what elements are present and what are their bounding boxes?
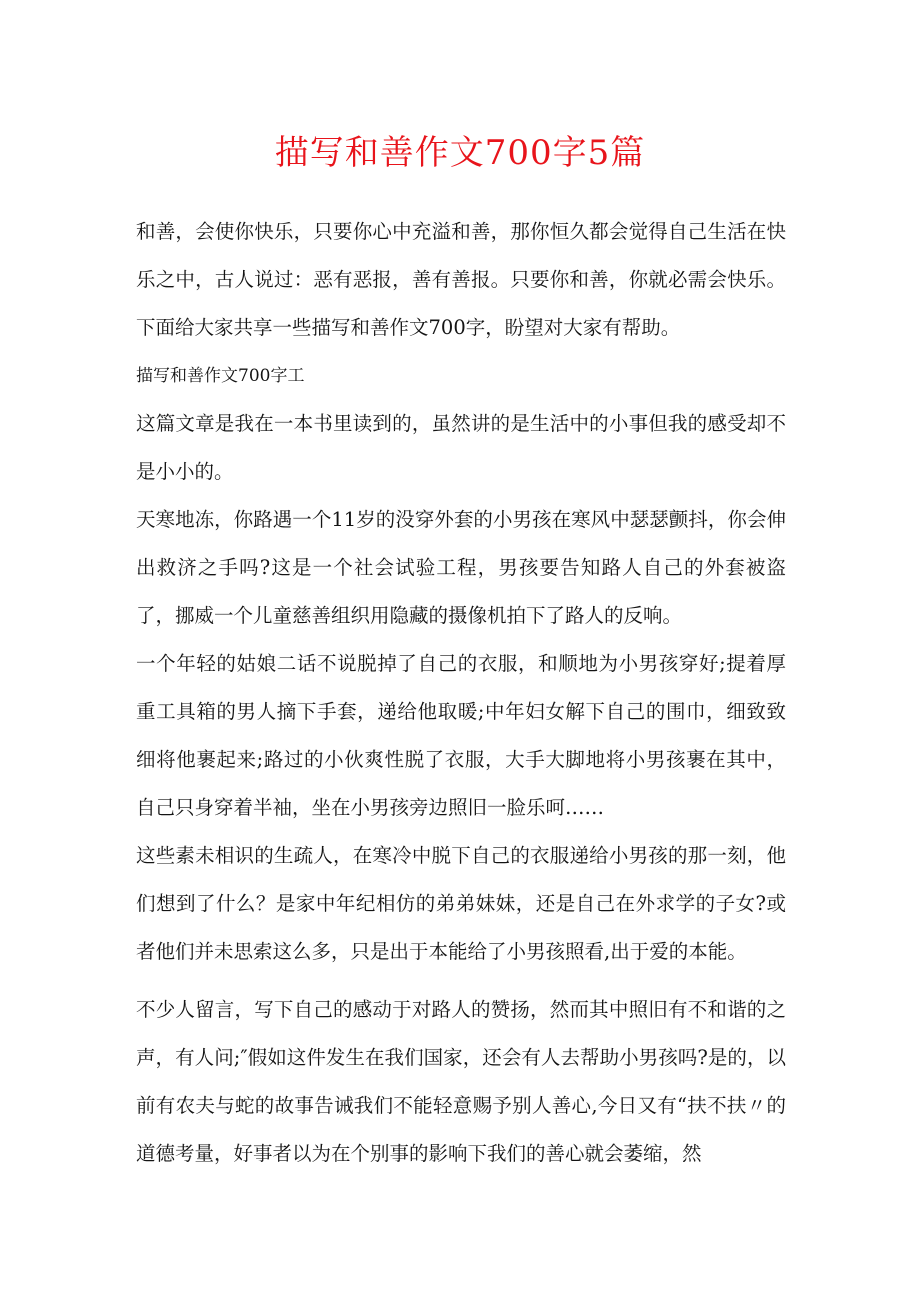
document-title: 描写和善作文700字5篇 — [274, 133, 646, 173]
section-heading: 描写和善作文700字工 — [136, 366, 305, 386]
body-paragraph: 一个年轻的姑娘二话不说脱掉了自己的衣服，和顺地为小男孩穿好;提着厚重工具箱的男人摘下手套，递给他取暖;中年妇女解下自己的围巾，细致致细将他裹起来;路过的小伙爽性脱了衣服，大手大脚地将小男孩裹在其中，自己只身穿着半袖，坐在小男孩旁边照旧一脸乐呵…… — [136, 652, 786, 819]
body-paragraph: 这些素未相识的生疏人，在寒冷中脱下自己的衣服递给小男孩的那一刻，他们想到了什么？是家中年纪相仿的弟弟妹妹，还是自己在外求学的子女?或者他们并未思索这么多，只是出于本能给了小男孩照看,出于爱的本能。 — [136, 844, 786, 963]
intro-paragraph: 和善，会使你快乐，只要你心中充溢和善，那你恒久都会觉得自己生活在快乐之中，古人说过：恶有恶报，善有善报。只要你和善，你就必需会快乐。下面给大家共享一些描写和善作文700字，盼望对大家有帮助。 — [136, 220, 786, 339]
body-paragraph: 天寒地冻，你路遇一个11岁的没穿外套的小男孩在寒风中瑟瑟颤抖，你会伸出救济之手吗?这是一个社会试验工程，男孩要告知路人自己的外套被盗了，挪威一个儿童慈善组织用隐藏的摄像机拍下了路人的反响。 — [136, 508, 786, 627]
body-paragraph: 这篇文章是我在一本书里读到的，虽然讲的是生活中的小事但我的感受却不是小小的。 — [136, 412, 786, 483]
body-paragraph: 不少人留言，写下自己的感动于对路人的赞扬，然而其中照旧有不和谐的之声，有人问;″假如这件发生在我们国家，还会有人去帮助小男孩吗?是的，以前有农夫与蛇的故事告诫我们不能轻意赐予别人善心,今日又有“扶不扶〃的道德考量，好事者以为在个别事的影响下我们的善心就会萎缩，然 — [136, 998, 786, 1165]
document-body — [136, 208, 786, 1178]
